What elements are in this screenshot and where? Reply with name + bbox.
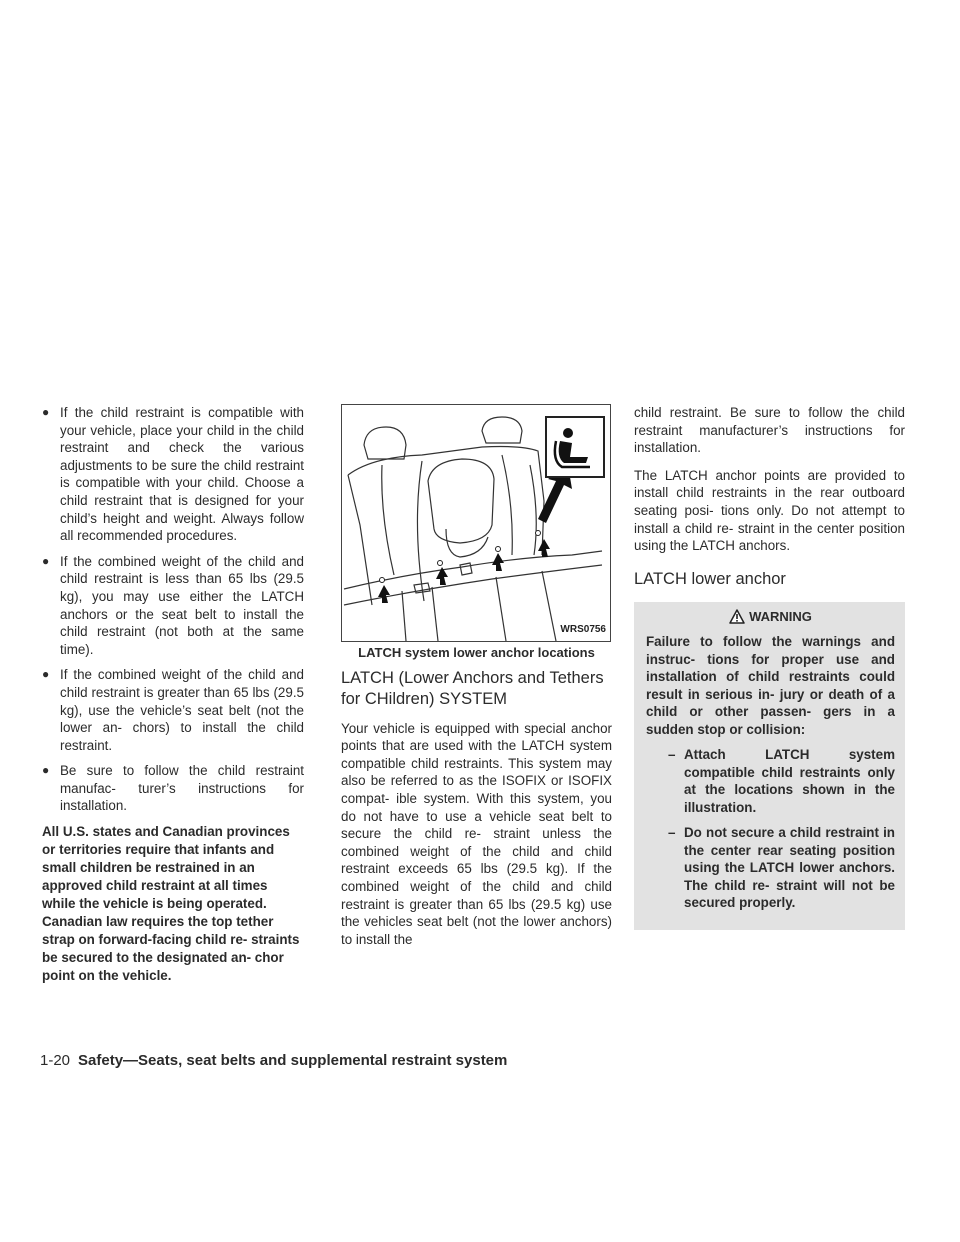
warning-item: – Attach LATCH system compatible child restraints only at the locations shown in the illustration.: [668, 747, 895, 815]
figure-caption: LATCH system lower anchor locations: [358, 645, 595, 660]
latch-anchor-illustration: [341, 404, 611, 642]
warning-item: – Do not secure a child restraint in the center rear seating position using the LATCH lower anchors. The child re- straint will not be secured properly.: [668, 825, 895, 911]
section-title: Safety—Seats, seat belts and supplemental restraint system: [78, 1052, 508, 1069]
bullet-item: ● If the combined weight of the child and child restraint is less than 65 lbs (29.5 kg), you may use either the LATCH anchors or the seat belt to install the child restraint (not both at the same time).: [42, 553, 304, 657]
bullet-icon: ●: [42, 763, 50, 778]
continued-paragraph: child restraint. Be sure to follow the child restraint manufacturer’s instructions for installation.: [634, 405, 905, 456]
column-left: [42, 404, 304, 995]
bullet-icon: ●: [42, 667, 50, 682]
child-seat-icon: [546, 417, 604, 477]
page-footer: [40, 1052, 507, 1069]
bullet-item: ● Be sure to follow the child restraint manufac- turer’s instructions for installation.: [42, 763, 304, 814]
bullet-icon: ●: [42, 553, 50, 568]
warning-box: [634, 602, 905, 930]
section-heading-lower-anchor: LATCH lower anchor: [634, 569, 786, 588]
anchor-points-paragraph: The LATCH anchor points are provided to install child restraints in the rear outboard seating posi- tions only. Do not attempt to install a child re- straint in the center position using the LATCH anchors.: [634, 467, 905, 554]
warning-text: Failure to follow the warnings and instruc- tions for proper use and installation of child restraints could result in serious in- jury or death of a child or other passen- gers in a sudden stop or collision:: [646, 634, 895, 737]
latch-description-paragraph: Your vehicle is equipped with special anchor points that are used with the LATCH system compatible child restraints. This system may also be referred to as the ISOFIX or ISOFIX compat- ible system. With this system, you do not have to use a vehicle seat belt to secure the child re- straint unless the combined weight of the child and child restraint exceeds 65 lbs (29.5 kg). If the combined weight of the child and child restraint is greater than 65 lbs (29.5 kg) use the vehicles seat belt (not the lower anchors) to install the: [341, 720, 612, 947]
column-middle: [341, 404, 612, 958]
bullet-item: ● If the child restraint is compatible with your vehicle, place your child in the child restraint and check the various adjustments to be sure the child restraint is compatible with your child. Choose a child restraint that is designed for your child’s height and weight. Always follow all recommended procedures.: [42, 405, 304, 544]
section-heading-latch: LATCH (Lower Anchors and Tethers for CHildren) SYSTEM: [341, 668, 604, 708]
page-number: 1-20: [40, 1052, 71, 1069]
bullet-item: ● If the combined weight of the child and child restraint is greater than 65 lbs (29.5 kg), use the vehicle’s seat belt (not the lower an- chors) to install the child restraint.: [42, 667, 304, 753]
column-right: [634, 404, 905, 930]
rear-seat-illustration: [342, 405, 610, 641]
legal-requirement-paragraph: All U.S. states and Canadian provinces or territories require that infants and small children be restrained in an approved child restraint at all times while the vehicle is being operated. Canadian law requires the top tether strap on forward-facing child re- straints be secured to the designated an- chor point on the vehicle.: [42, 824, 300, 984]
figure-code: WRS0756: [560, 624, 606, 636]
warning-title: WARNING: [646, 608, 895, 626]
bullet-icon: ●: [42, 405, 50, 419]
warning-triangle-icon: [729, 609, 745, 624]
